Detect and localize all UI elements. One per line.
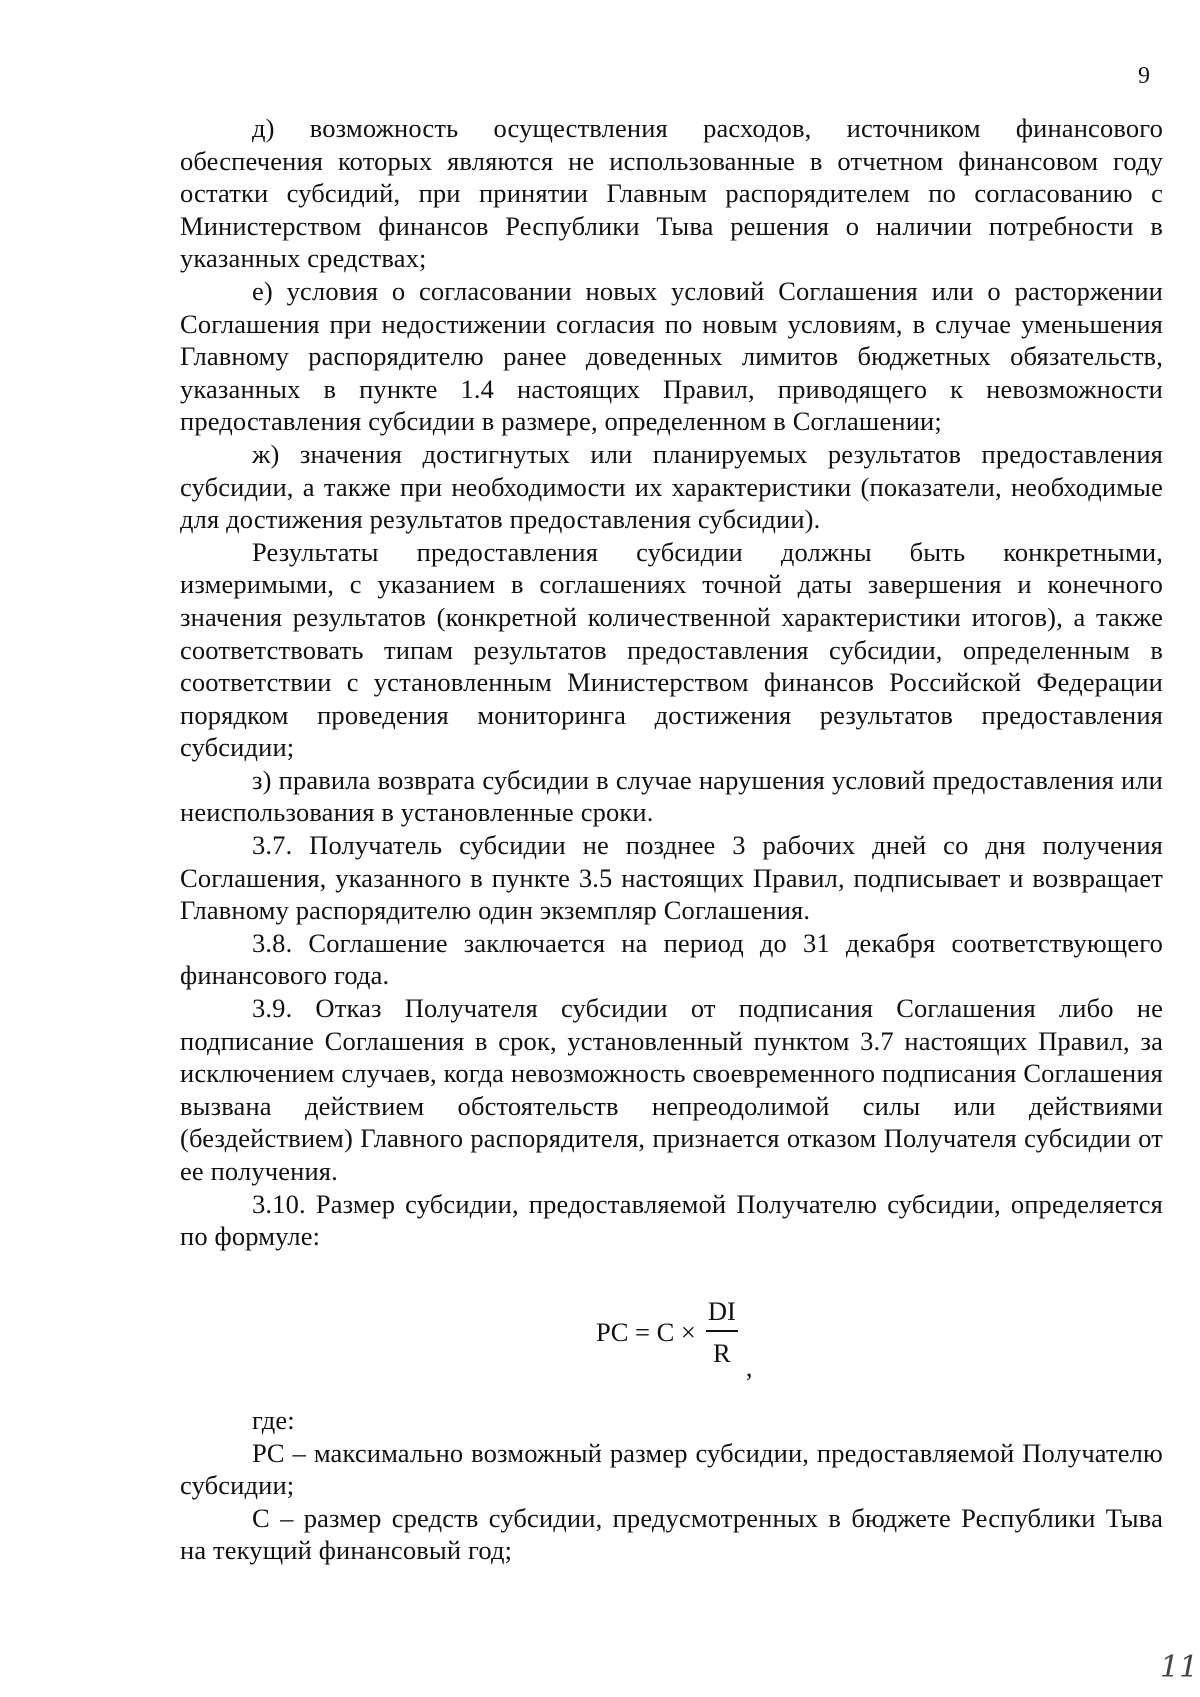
paragraph-pc-definition: PC – максимально возможный размер субсидии, предоставляемой Получателю субсидии;	[180, 1437, 1163, 1501]
paragraph-e: е) условия о согласовании новых условий Соглашения или о расторжении Соглашения при недостижении согласия по новым условиям, в случае уменьшения Главному распорядителю ранее доведенных лимитов бюджетных обязательств, указанных в пункте 1.4 настоящих Правил, приводящего к невозможности предоставления субсидии в размере, определенном в Соглашении;	[180, 275, 1163, 437]
handwritten-page-mark: 11	[1160, 1650, 1199, 1685]
paragraph-zh: ж) значения достигнутых или планируемых результатов предоставления субсидии, а также при необходимости их характеристики (показатели, необходимые для достижения результатов предоставления субсидии).	[180, 438, 1163, 535]
document-body-top	[180, 112, 1163, 1253]
subsidy-formula	[596, 1296, 753, 1382]
paragraph-3-9: 3.9. Отказ Получателя субсидии от подписания Соглашения либо не подписание Соглашения в срок, установленный пунктом 3.7 настоящих Правил, за исключением случаев, когда невозможность своевременного подписания Соглашения вызвана действием обстоятельств непреодолимой силы или действиями (бездействием) Главного распорядителя, признается отказом Получателя субсидии от ее получения.	[180, 993, 1163, 1186]
paragraph-c-definition: C – размер средств субсидии, предусмотренных в бюджете Республики Тыва на текущий финансовый год;	[180, 1502, 1163, 1566]
paragraph-3-8: 3.8. Соглашение заключается на период до 31 декабря соответствующего финансового года.	[180, 927, 1163, 991]
formula-comma: ,	[745, 1352, 753, 1382]
page-number: 9	[1138, 63, 1150, 89]
paragraph-where: где:	[252, 1405, 295, 1435]
formula-fraction	[706, 1296, 738, 1368]
formula-denominator: R	[713, 1338, 731, 1368]
paragraph-z: з) правила возврата субсидии в случае нарушения условий предоставления или неиспользования в установленные сроки.	[180, 764, 1163, 828]
paragraph-3-7: 3.7. Получатель субсидии не позднее 3 рабочих дней со дня получения Соглашения, указанного в пункте 3.5 настоящих Правил, подписывает и возвращает Главному распорядителю один экземпляр Соглашения.	[180, 830, 1163, 926]
paragraph-3-10: 3.10. Размер субсидии, предоставляемой Получателю субсидии, определяется по формуле:	[180, 1188, 1163, 1252]
paragraph-d: д) возможность осуществления расходов, источником финансового обеспечения которых являются не использованные в отчетном финансовом году остатки субсидий, при принятии Главным распорядителем по согласованию с Министерством финансов Республики Тыва решения о наличии потребности в указанных средствах;	[180, 113, 1163, 274]
paragraph-results: Результаты предоставления субсидии должны быть конкретными, измеримыми, с указанием в соглашениях точной даты завершения и конечного значения результатов (конкретной количественной характеристики итогов), а также соответствовать типам результатов предоставления субсидии, определенным в соответствии с установленным Министерством финансов Российской Федерации порядком проведения мониторинга достижения результатов предоставления субсидии;	[180, 536, 1163, 763]
formula-lhs: PC = C ×	[596, 1317, 696, 1347]
formula-numerator: DI	[706, 1296, 738, 1332]
document-body-bottom	[180, 1404, 1163, 1567]
